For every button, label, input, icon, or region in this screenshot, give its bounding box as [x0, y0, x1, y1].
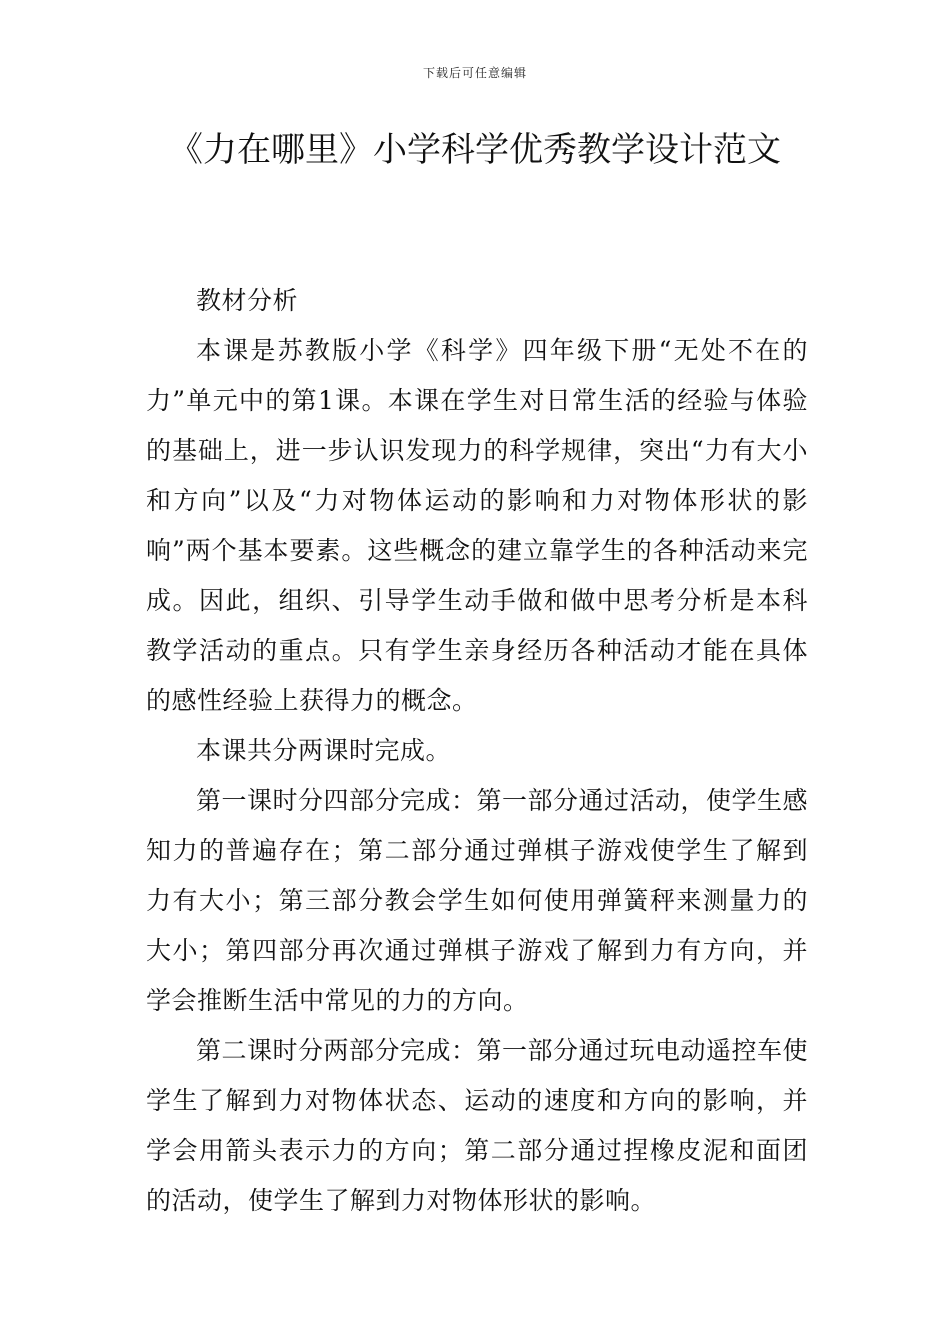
section-heading: 教材分析 [196, 286, 299, 315]
header-note: 下载后可任意编辑 [422, 66, 527, 80]
paragraph-second-lesson: 第二课时分两部分完成：第一部分通过玩电动遥控车使学生了解到力对物体状态、运动的速度和方向的影响，并学会用箭头表示力的方向；第二部分通过捏橡皮泥和面团的活动，使学生了解到力对物体形状的影响。 [146, 1036, 809, 1215]
paragraph-first-lesson: 第一课时分四部分完成：第一部分通过活动，使学生感知力的普遍存在；第二部分通过弹棋子游戏使学生了解到力有大小；第三部分教会学生如何使用弹簧秤来测量力的大小；第四部分再次通过弹棋子游戏了解到力有方向，并学会推断生活中常见的力的方向。 [146, 786, 809, 1015]
document-title: 《力在哪里》小学科学优秀教学设计范文 [169, 130, 781, 170]
paragraph-material-analysis: 本课是苏教版小学《科学》四年级下册“无处不在的力”单元中的第1课。本课在学生对日常生活的经验与体验的基础上，进一步认识发现力的科学规律，突出“力有大小和方向”以及“力对物体运动的影响和力对物体形状的影响”两个基本要素。这些概念的建立靠学生的各种活动来完成。因此，组织、引导学生动手做和做中思考分析是本科教学活动的重点。只有学生亲身经历各种活动才能在具体的感性经验上获得力的概念。 [146, 336, 808, 715]
paragraph-lesson-count: 本课共分两课时完成。 [196, 736, 452, 765]
document-body [146, 276, 808, 1226]
